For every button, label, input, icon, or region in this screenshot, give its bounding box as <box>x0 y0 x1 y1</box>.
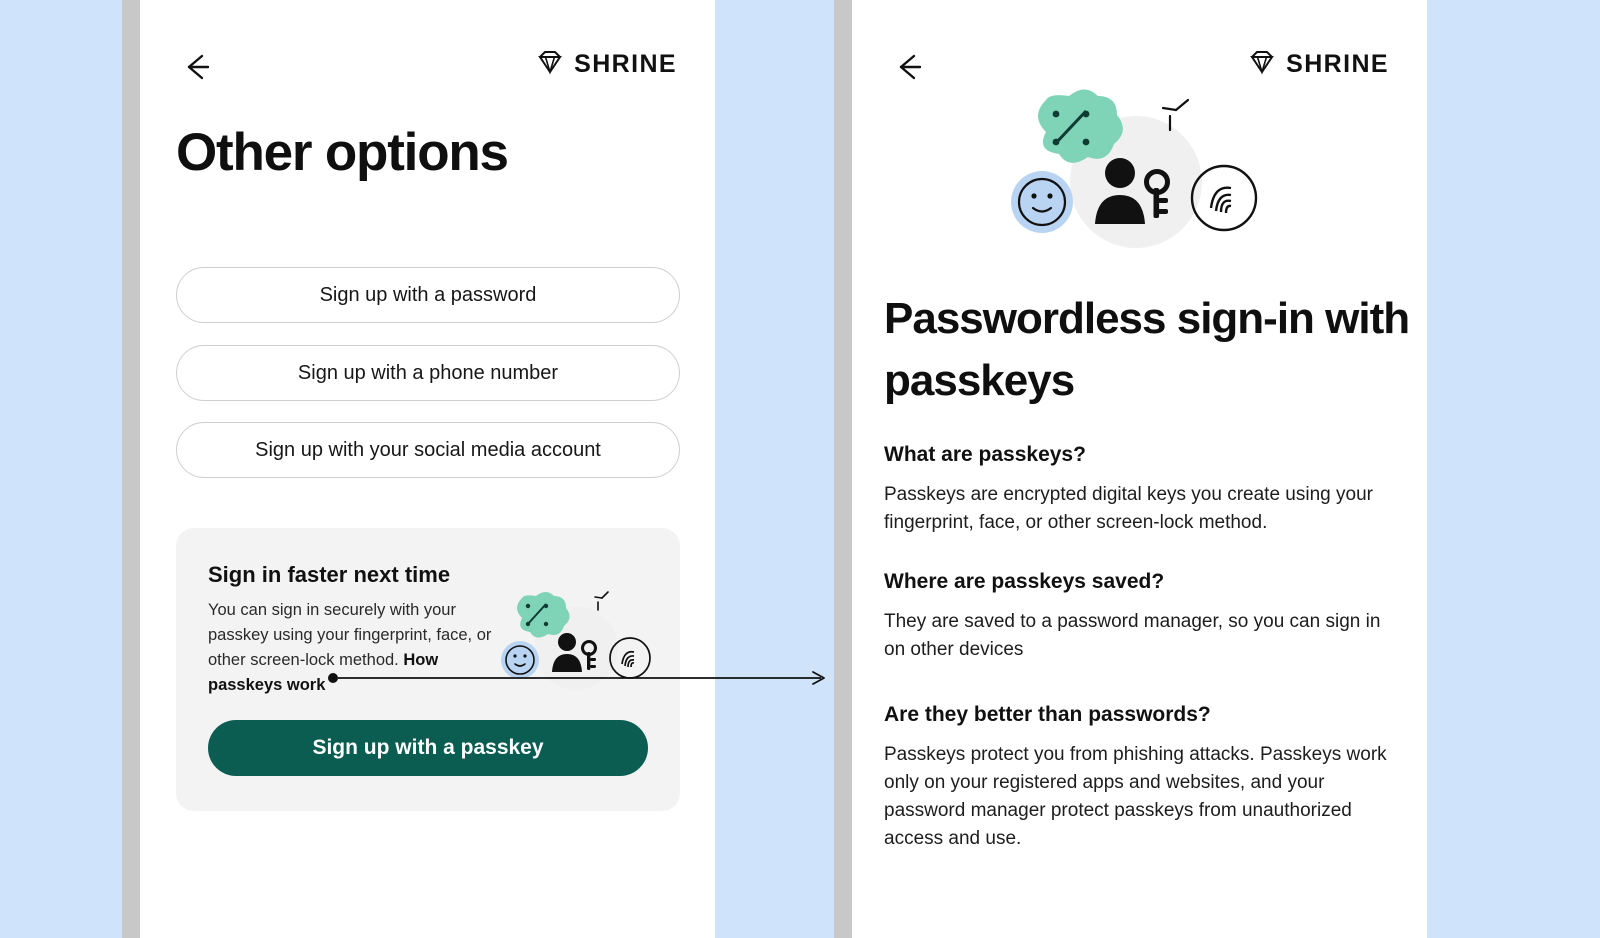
passkey-methods-illustration <box>494 580 664 700</box>
promo-title: Sign in faster next time <box>208 562 451 587</box>
faq-answer: Passkeys protect you from phishing attacks. Passkeys work only on your registered apps and websites, and your password manager protect passkeys from unauthorized access and use. <box>884 744 1387 849</box>
signup-password-button[interactable]: Sign up with a password <box>176 267 680 323</box>
passkey-methods-illustration <box>1000 78 1280 258</box>
right-phone-edge <box>834 0 852 938</box>
brand-name: SHRINE <box>574 50 677 78</box>
back-arrow-icon[interactable] <box>174 44 220 90</box>
back-arrow-icon[interactable] <box>886 44 932 90</box>
left-phone-edge <box>122 0 140 938</box>
promo-body <box>208 598 498 698</box>
brand-lockup <box>536 48 677 81</box>
passkey-promo-card <box>176 528 680 811</box>
brand-name: SHRINE <box>1286 50 1389 78</box>
faq-item <box>884 570 1396 664</box>
page-title: Other options <box>176 123 508 182</box>
faq-answer: Passkeys are encrypted digital keys you create using your fingerprint, face, or other screen-lock method. <box>884 484 1373 533</box>
faq-question: What are passkeys? <box>884 443 1086 466</box>
faq-question: Where are passkeys saved? <box>884 570 1165 593</box>
right-page-title: Passwordless sign-in with passkeys <box>884 294 1410 405</box>
faq-item <box>884 703 1396 853</box>
promo-body-text: You can sign in securely with your passkey using your fingerprint, face, or other screen-lock method. <box>208 601 492 669</box>
faq-item <box>884 443 1396 537</box>
faq-answer: They are saved to a password manager, so you can sign in on other devices <box>884 611 1381 660</box>
left-top-bar <box>140 0 715 118</box>
how-passkeys-work-link[interactable]: How passkeys work <box>208 651 439 694</box>
diamond-logo-icon <box>1248 48 1276 81</box>
brand-lockup <box>1248 48 1389 81</box>
diamond-logo-icon <box>536 48 564 81</box>
signup-social-button[interactable]: Sign up with your social media account <box>176 422 680 478</box>
signup-phone-button[interactable]: Sign up with a phone number <box>176 345 680 401</box>
signup-passkey-button[interactable]: Sign up with a passkey <box>208 720 648 776</box>
faq-question: Are they better than passwords? <box>884 703 1211 726</box>
left-phone-screen <box>140 0 715 938</box>
right-phone-screen <box>852 0 1427 938</box>
